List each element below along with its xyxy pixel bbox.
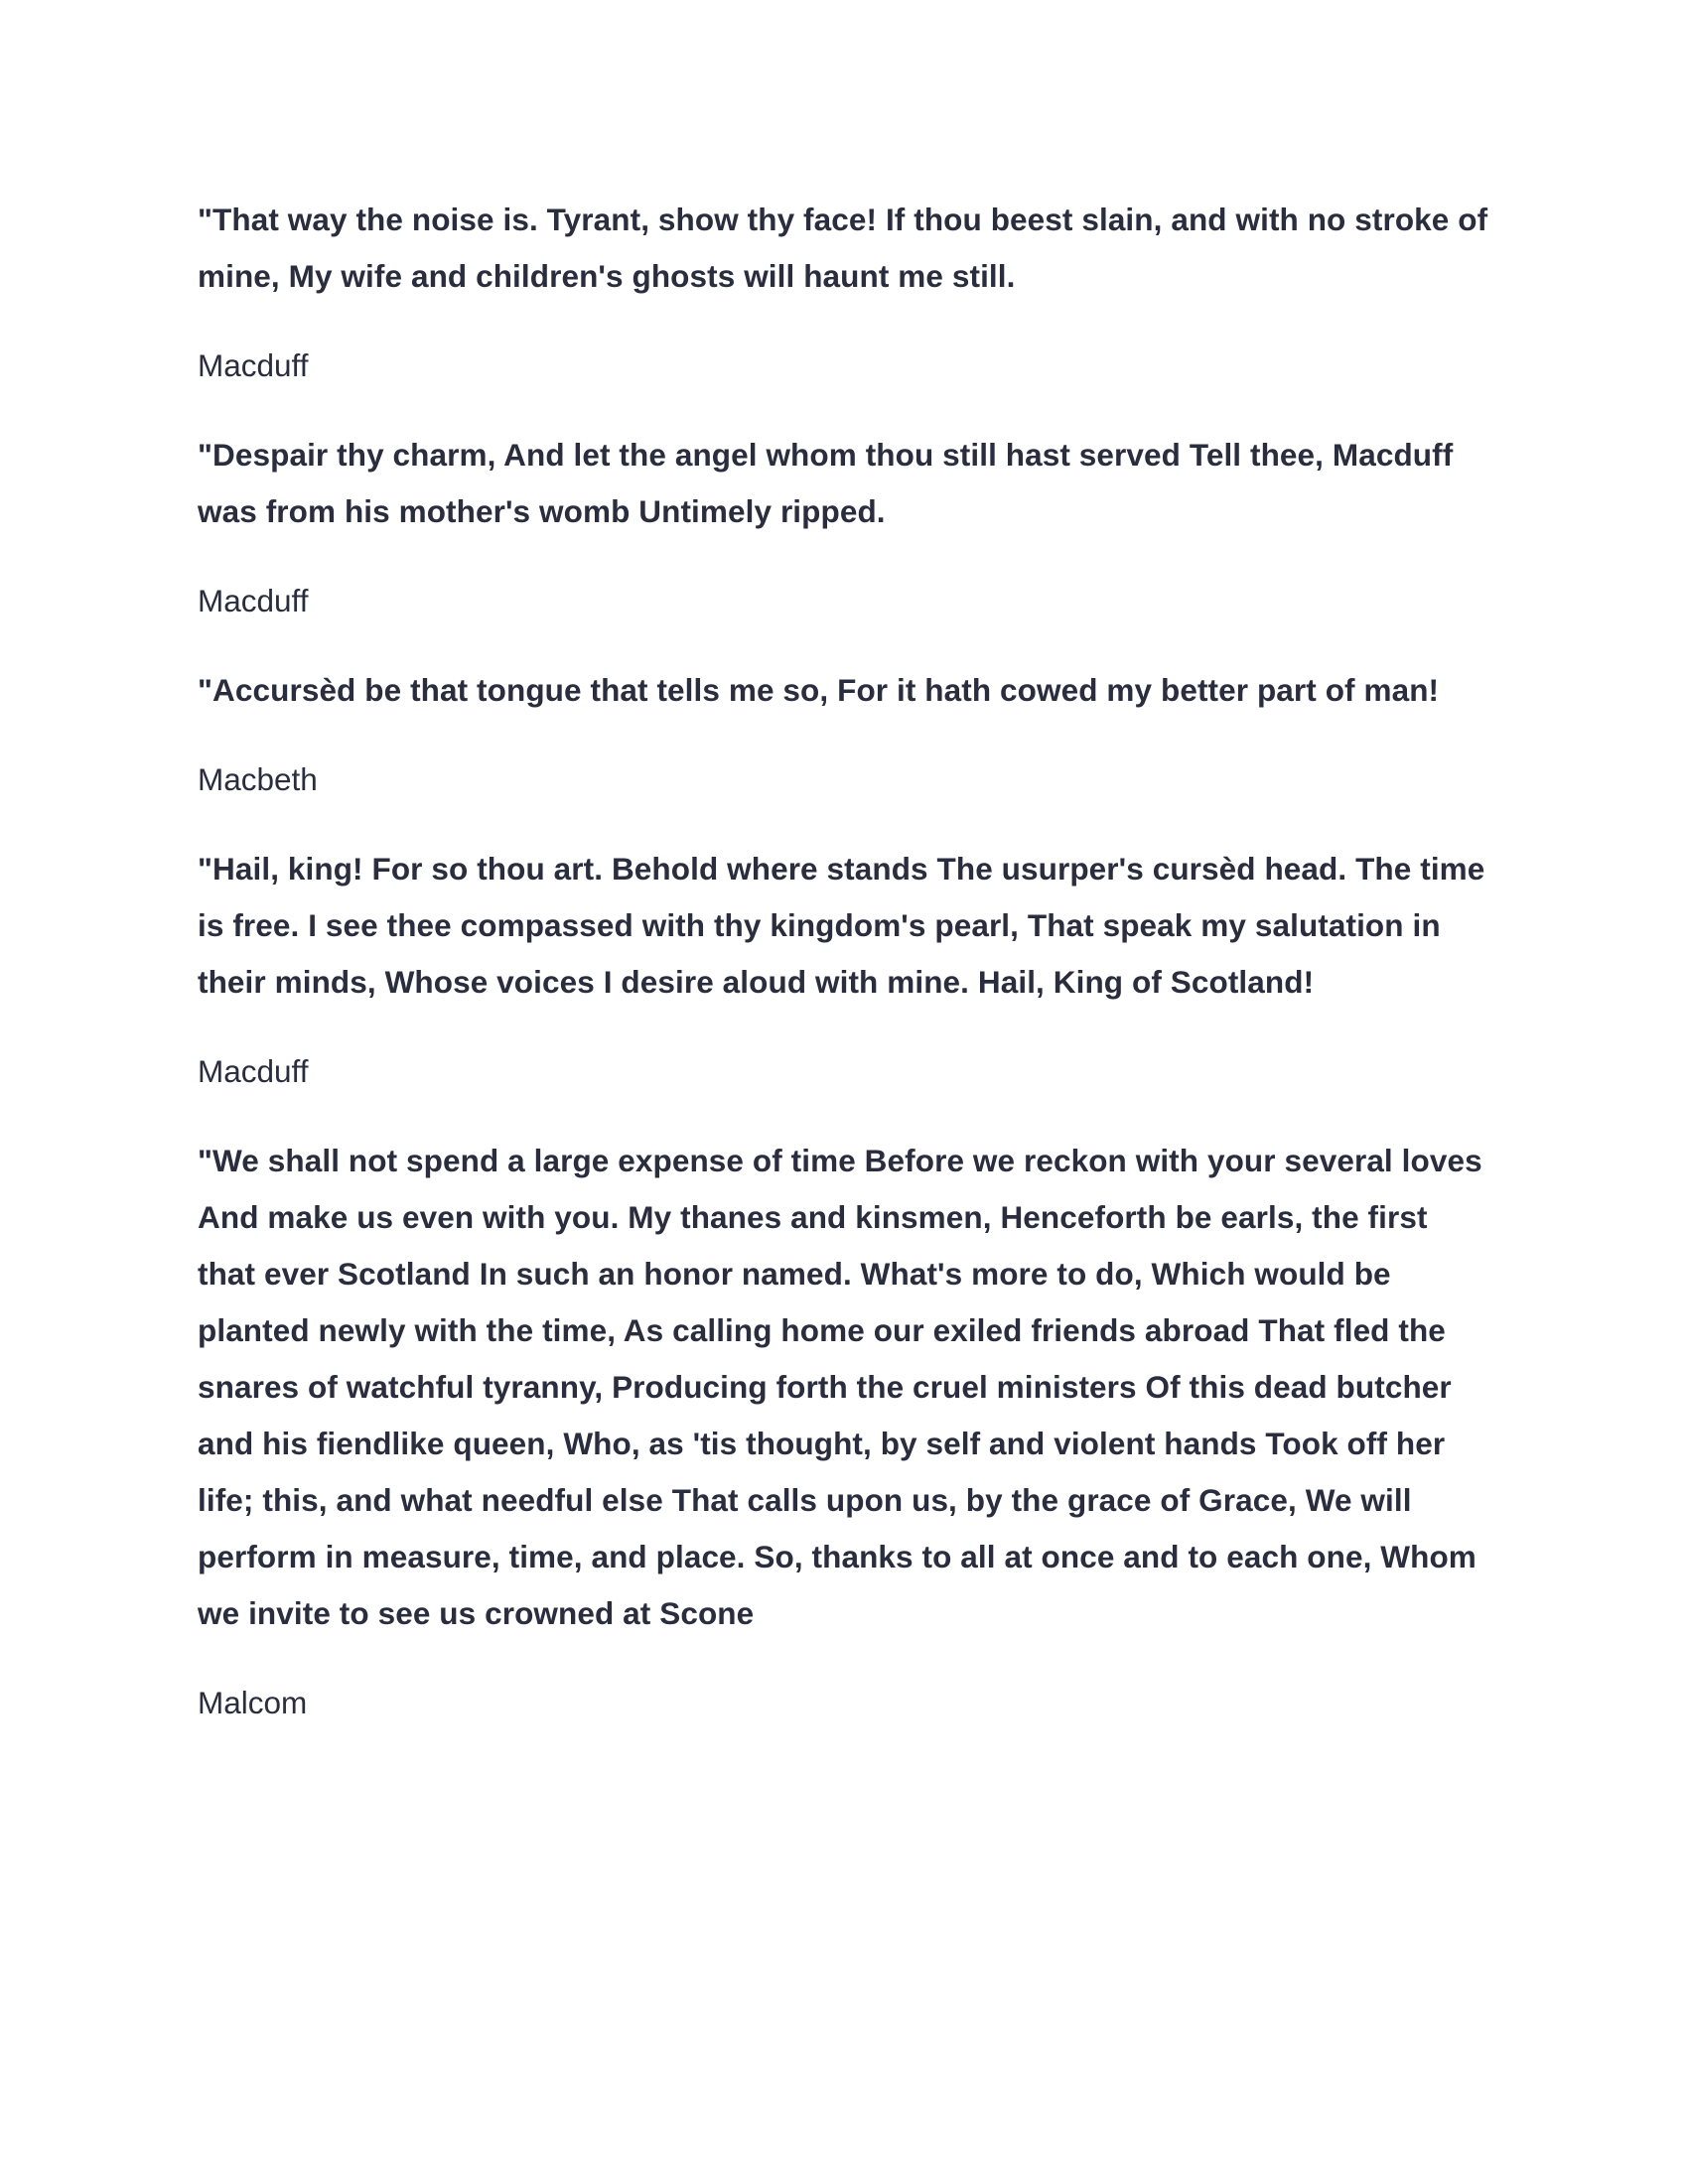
quote-text: "Hail, king! For so thou art. Behold where stands The usurper's cursèd head. The time is free. I see thee compassed with thy kingdom's pearl, That speak my salutation in their minds, Whose voices I desire aloud with mine. Hail, King of Scotland!: [198, 851, 1485, 1000]
quote-text: "Despair thy charm, And let the angel whom thou still hast served Tell thee, Macduff was from his mother's womb Untimely ripped.: [198, 437, 1454, 529]
speaker-label: Macduff: [198, 583, 309, 618]
speaker-label: Malcom: [198, 1685, 308, 1720]
quote-text: "Accursèd be that tongue that tells me so, For it hath cowed my better part of man!: [198, 672, 1440, 708]
speaker-label: Macduff: [198, 1053, 309, 1089]
speaker-label: Macbeth: [198, 761, 318, 797]
quote-text: "We shall not spend a large expense of time Before we reckon with your several loves And make us even with you. My thanes and kinsmen, Henceforth be earls, the first that ever Scotland In such an honor named. What's more to do, Which would be planted newly with the time, As calling home our exiled friends abroad That fled the snares of watchful tyranny, Producing forth the cruel ministers Of this dead butcher and his fiendlike queen, Who, as 'tis thought, by self and violent hands Took off her life; this, and what needful else That calls upon us, by the grace of Grace, We will perform in measure, time, and place. So, thanks to all at once and to each one, Whom we invite to see us crowned at Scone: [198, 1143, 1482, 1631]
quote-text: "That way the noise is. Tyrant, show thy face! If thou beest slain, and with no stroke of mine, My wife and children's ghosts will haunt me still.: [198, 202, 1488, 294]
speaker-label: Macduff: [198, 347, 309, 383]
document-page: [198, 192, 1488, 1764]
